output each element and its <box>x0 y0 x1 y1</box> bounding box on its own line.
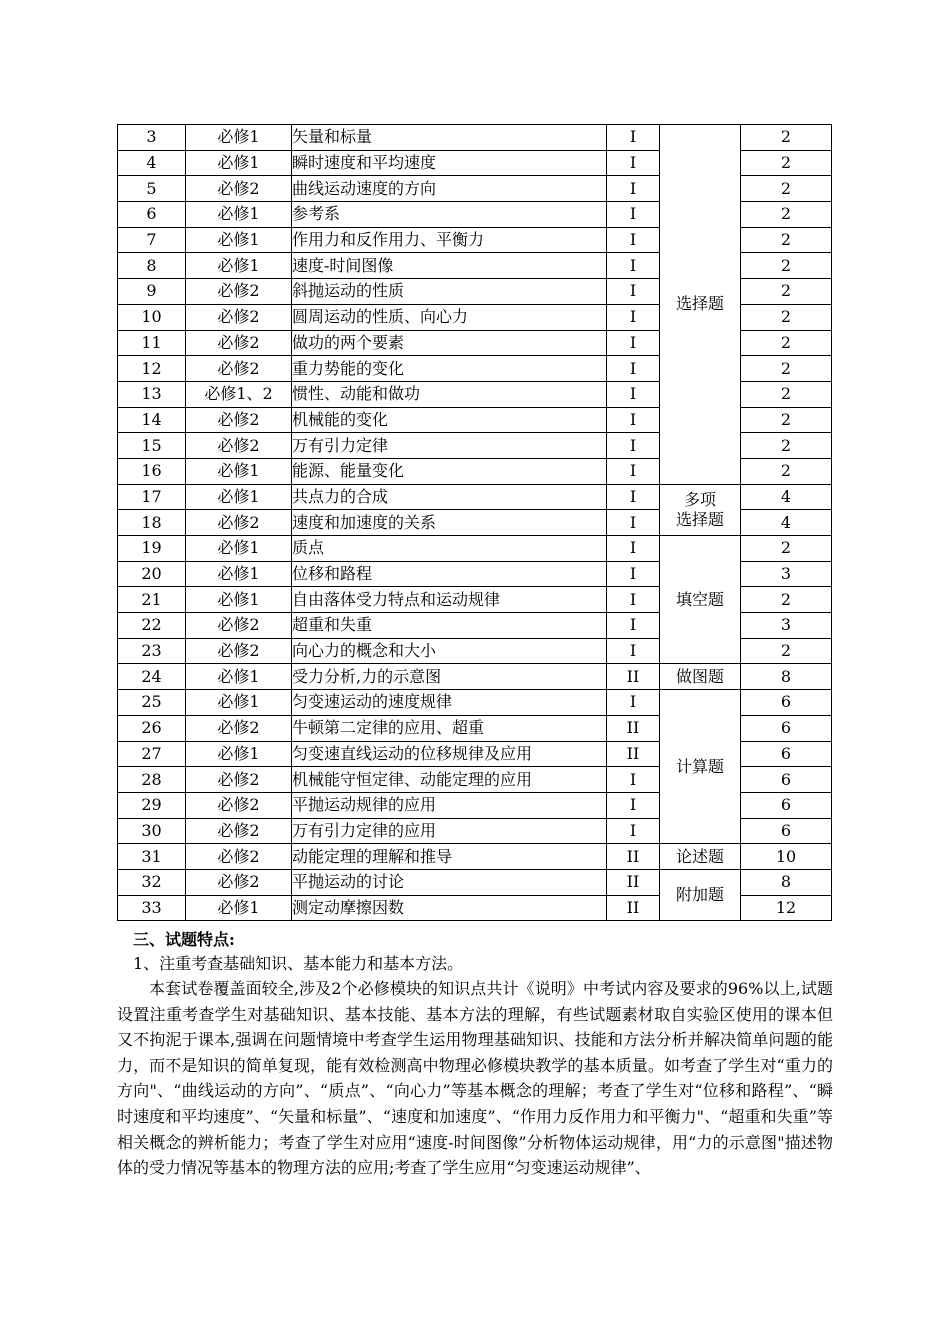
table-row <box>118 484 832 510</box>
topic-cell: 动能定理的理解和推导 <box>292 844 607 870</box>
score-cell: 3 <box>741 613 832 639</box>
point-1-text: 1、注重考查基础知识、基本能力和基本方法。 <box>133 954 464 973</box>
topic-cell: 万有引力定律 <box>292 433 607 459</box>
score-cell: 2 <box>741 227 832 253</box>
question-number-cell: 10 <box>118 304 186 330</box>
topic-cell: 作用力和反作用力、平衡力 <box>292 227 607 253</box>
question-number-cell: 31 <box>118 844 186 870</box>
topic-cell: 机械能守恒定律、动能定理的应用 <box>292 767 607 793</box>
score-cell: 3 <box>741 561 832 587</box>
question-type-cell: 填空题 <box>660 536 741 664</box>
level-cell: I <box>607 150 660 176</box>
level-cell: I <box>607 125 660 151</box>
question-number-cell: 33 <box>118 895 186 921</box>
level-cell: II <box>607 869 660 895</box>
question-number-cell: 4 <box>118 150 186 176</box>
table-row <box>118 664 832 690</box>
level-cell: I <box>607 407 660 433</box>
score-cell: 2 <box>741 587 832 613</box>
exam-spec-table <box>117 124 832 921</box>
module-cell: 必修1、2 <box>186 381 292 407</box>
score-cell: 2 <box>741 638 832 664</box>
topic-cell: 平抛运动的讨论 <box>292 869 607 895</box>
topic-cell: 做功的两个要素 <box>292 330 607 356</box>
topic-cell: 重力势能的变化 <box>292 356 607 382</box>
level-cell: I <box>607 510 660 536</box>
question-number-cell: 20 <box>118 561 186 587</box>
level-cell: I <box>607 279 660 305</box>
topic-cell: 共点力的合成 <box>292 484 607 510</box>
question-type-cell: 论述题 <box>660 844 741 870</box>
level-cell: I <box>607 381 660 407</box>
topic-cell: 测定动摩擦因数 <box>292 895 607 921</box>
score-cell: 2 <box>741 150 832 176</box>
module-cell: 必修1 <box>186 150 292 176</box>
level-cell: I <box>607 176 660 202</box>
score-cell: 2 <box>741 458 832 484</box>
topic-cell: 能源、能量变化 <box>292 458 607 484</box>
level-cell: I <box>607 356 660 382</box>
topic-cell: 向心力的概念和大小 <box>292 638 607 664</box>
question-type-cell: 多项 选择题 <box>660 484 741 535</box>
question-number-cell: 24 <box>118 664 186 690</box>
table-row <box>118 125 832 151</box>
level-cell: I <box>607 561 660 587</box>
topic-cell: 矢量和标量 <box>292 125 607 151</box>
topic-cell: 速度-时间图像 <box>292 253 607 279</box>
level-cell: II <box>607 664 660 690</box>
question-type-cell: 计算题 <box>660 690 741 844</box>
question-number-cell: 19 <box>118 536 186 562</box>
table-row <box>118 869 832 895</box>
question-number-cell: 22 <box>118 613 186 639</box>
topic-cell: 超重和失重 <box>292 613 607 639</box>
score-cell: 6 <box>741 741 832 767</box>
topic-cell: 速度和加速度的关系 <box>292 510 607 536</box>
question-number-cell: 30 <box>118 818 186 844</box>
module-cell: 必修2 <box>186 638 292 664</box>
score-cell: 2 <box>741 330 832 356</box>
question-number-cell: 18 <box>118 510 186 536</box>
topic-cell: 瞬时速度和平均速度 <box>292 150 607 176</box>
question-number-cell: 32 <box>118 869 186 895</box>
score-cell: 4 <box>741 484 832 510</box>
question-number-cell: 21 <box>118 587 186 613</box>
module-cell: 必修2 <box>186 176 292 202</box>
level-cell: I <box>607 202 660 228</box>
question-number-cell: 29 <box>118 792 186 818</box>
score-cell: 2 <box>741 125 832 151</box>
level-cell: II <box>607 741 660 767</box>
question-type-cell: 选择题 <box>660 125 741 485</box>
level-cell: I <box>607 690 660 716</box>
question-number-cell: 7 <box>118 227 186 253</box>
question-number-cell: 12 <box>118 356 186 382</box>
question-number-cell: 25 <box>118 690 186 716</box>
question-number-cell: 17 <box>118 484 186 510</box>
level-cell: I <box>607 818 660 844</box>
module-cell: 必修2 <box>186 433 292 459</box>
module-cell: 必修2 <box>186 304 292 330</box>
module-cell: 必修2 <box>186 844 292 870</box>
module-cell: 必修1 <box>186 664 292 690</box>
topic-cell: 万有引力定律的应用 <box>292 818 607 844</box>
question-number-cell: 26 <box>118 715 186 741</box>
module-cell: 必修1 <box>186 536 292 562</box>
exam-spec-table-body <box>118 125 832 921</box>
question-number-cell: 27 <box>118 741 186 767</box>
topic-cell: 曲线运动速度的方向 <box>292 176 607 202</box>
score-cell: 2 <box>741 304 832 330</box>
score-cell: 6 <box>741 792 832 818</box>
module-cell: 必修1 <box>186 895 292 921</box>
level-cell: I <box>607 536 660 562</box>
question-number-cell: 14 <box>118 407 186 433</box>
score-cell: 12 <box>741 895 832 921</box>
score-cell: 6 <box>741 818 832 844</box>
topic-cell: 受力分析,力的示意图 <box>292 664 607 690</box>
level-cell: II <box>607 715 660 741</box>
level-cell: I <box>607 767 660 793</box>
score-cell: 2 <box>741 176 832 202</box>
table-row <box>118 690 832 716</box>
module-cell: 必修1 <box>186 587 292 613</box>
module-cell: 必修2 <box>186 869 292 895</box>
topic-cell: 牛顿第二定律的应用、超重 <box>292 715 607 741</box>
topic-cell: 惯性、动能和做功 <box>292 381 607 407</box>
score-cell: 6 <box>741 767 832 793</box>
module-cell: 必修1 <box>186 125 292 151</box>
topic-cell: 位移和路程 <box>292 561 607 587</box>
level-cell: I <box>607 253 660 279</box>
module-cell: 必修1 <box>186 202 292 228</box>
question-number-cell: 15 <box>118 433 186 459</box>
topic-cell: 机械能的变化 <box>292 407 607 433</box>
table-row <box>118 536 832 562</box>
score-cell: 4 <box>741 510 832 536</box>
table-row <box>118 844 832 870</box>
level-cell: I <box>607 792 660 818</box>
module-cell: 必修2 <box>186 279 292 305</box>
level-cell: I <box>607 433 660 459</box>
level-cell: I <box>607 330 660 356</box>
section-heading: 三、试题特点: <box>133 930 235 949</box>
module-cell: 必修1 <box>186 458 292 484</box>
topic-cell: 圆周运动的性质、向心力 <box>292 304 607 330</box>
module-cell: 必修2 <box>186 715 292 741</box>
score-cell: 2 <box>741 253 832 279</box>
level-cell: I <box>607 613 660 639</box>
level-cell: II <box>607 895 660 921</box>
module-cell: 必修1 <box>186 227 292 253</box>
module-cell: 必修1 <box>186 741 292 767</box>
level-cell: I <box>607 458 660 484</box>
level-cell: I <box>607 304 660 330</box>
module-cell: 必修2 <box>186 613 292 639</box>
score-cell: 6 <box>741 690 832 716</box>
module-cell: 必修2 <box>186 330 292 356</box>
score-cell: 2 <box>741 536 832 562</box>
score-cell: 2 <box>741 279 832 305</box>
question-number-cell: 3 <box>118 125 186 151</box>
question-type-cell: 做图题 <box>660 664 741 690</box>
module-cell: 必修2 <box>186 792 292 818</box>
level-cell: I <box>607 587 660 613</box>
module-cell: 必修2 <box>186 356 292 382</box>
topic-cell: 匀变速直线运动的位移规律及应用 <box>292 741 607 767</box>
module-cell: 必修2 <box>186 407 292 433</box>
level-cell: I <box>607 484 660 510</box>
question-number-cell: 9 <box>118 279 186 305</box>
module-cell: 必修2 <box>186 818 292 844</box>
question-type-cell: 附加题 <box>660 869 741 920</box>
topic-cell: 匀变速运动的速度规律 <box>292 690 607 716</box>
score-cell: 8 <box>741 869 832 895</box>
question-number-cell: 13 <box>118 381 186 407</box>
score-cell: 2 <box>741 202 832 228</box>
level-cell: I <box>607 638 660 664</box>
topic-cell: 平抛运动规律的应用 <box>292 792 607 818</box>
module-cell: 必修1 <box>186 484 292 510</box>
module-cell: 必修1 <box>186 253 292 279</box>
question-number-cell: 8 <box>118 253 186 279</box>
level-cell: I <box>607 227 660 253</box>
module-cell: 必修1 <box>186 690 292 716</box>
score-cell: 2 <box>741 433 832 459</box>
score-cell: 2 <box>741 356 832 382</box>
score-cell: 6 <box>741 715 832 741</box>
topic-cell: 参考系 <box>292 202 607 228</box>
score-cell: 2 <box>741 381 832 407</box>
question-number-cell: 5 <box>118 176 186 202</box>
score-cell: 10 <box>741 844 832 870</box>
module-cell: 必修2 <box>186 767 292 793</box>
body-paragraph: 本套试卷覆盖面较全,涉及2个必修模块的知识点共计《说明》中考试内容及要求的96%以上,试题设置注重考查学生对基础知识、基本技能、基本方法的理解，有些试题素材取自实验区使用的课本但又不拘泥于课本,强调在问题情境中考查学生运用物理基础知识、技能和方法分析并解决简单问题的能力，而不是知识的简单复现，能有效检测高中物理必修模块教学的基本质量。如考查了学生对“重力的方向"、“曲线运动的方向”、“质点”、“向心力”等基本概念的理解；考查了学生对“位移和路程”、“瞬时速度和平均速度”、“矢量和标量”、“速度和加速度”、“作用力反作用力和平衡力"、“超重和失重”等相关概念的辨析能力；考查了学生对应用“速度-时间图像”分析物体运动规律，用“力的示意图"描述物体的受力情况等基本的物理方法的应用;考查了学生应用“匀变速运动规律”、 <box>117 979 833 1178</box>
question-number-cell: 16 <box>118 458 186 484</box>
level-cell: II <box>607 844 660 870</box>
question-number-cell: 23 <box>118 638 186 664</box>
topic-cell: 自由落体受力特点和运动规律 <box>292 587 607 613</box>
question-number-cell: 6 <box>118 202 186 228</box>
module-cell: 必修1 <box>186 561 292 587</box>
topic-cell: 斜抛运动的性质 <box>292 279 607 305</box>
topic-cell: 质点 <box>292 536 607 562</box>
score-cell: 8 <box>741 664 832 690</box>
module-cell: 必修2 <box>186 510 292 536</box>
question-number-cell: 28 <box>118 767 186 793</box>
question-number-cell: 11 <box>118 330 186 356</box>
score-cell: 2 <box>741 407 832 433</box>
